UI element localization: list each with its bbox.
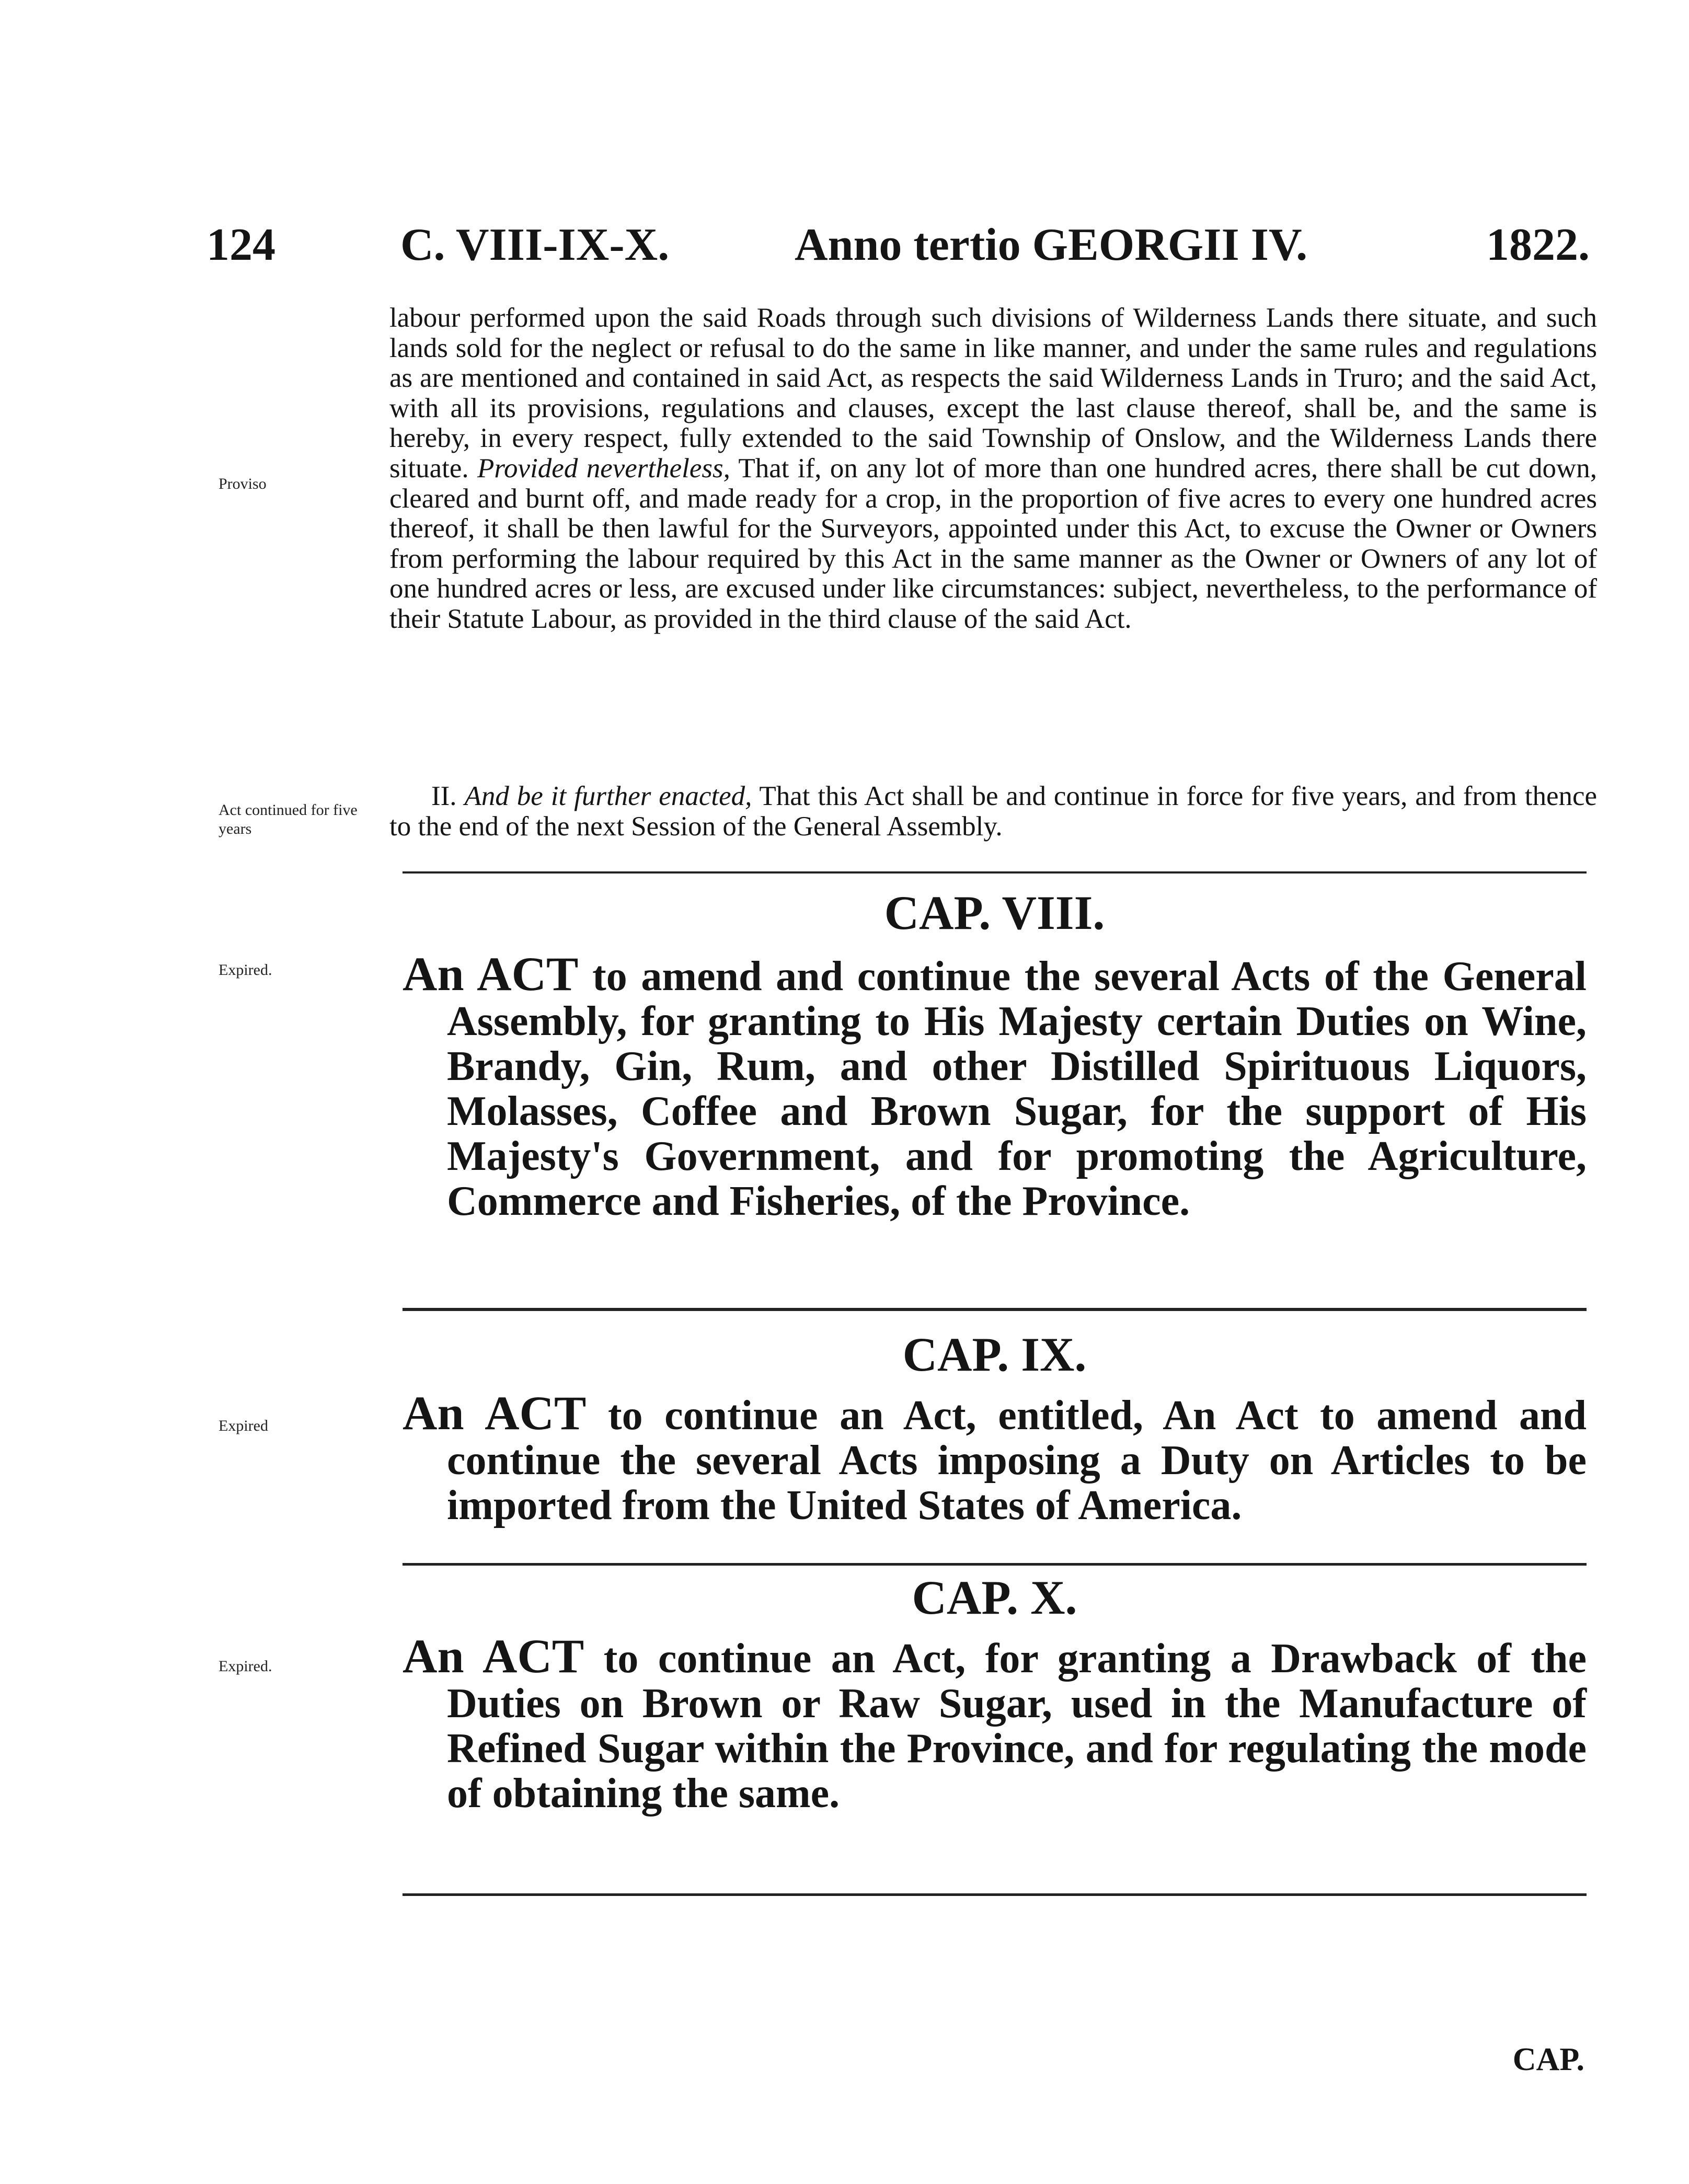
continued-act-text <box>389 303 1597 635</box>
cap8-act-title <box>403 947 1587 1224</box>
intro-paragraph: labour performed upon the said Roads through such divisions of Wilderness Lands there situate, and such lands sold for the neglect or refusal to do the same in like manner, and under the same rules and regulations as are mentioned and contained in said Act, as respects the said Wilderness Lands in Truro; and the said Act, with all its provisions, regulations and clauses, except the last clause thereof, shall be, and the same is hereby, in every respect, fully extended to the said Township of Onslow, and the Wilderness Lands there situate. <box>389 303 1597 484</box>
cap8-heading: CAP. VIII. <box>884 886 1105 939</box>
cap9-act-title <box>403 1386 1587 1528</box>
catchword: CAP. <box>1512 2042 1584 2077</box>
cap10-title-text: to continue an Act, for granting a Drawback of the Duties on Brown or Raw Sugar, used in the Manufacture of Refined Sugar within the Province, and for regulating the mode of obtaining the same. <box>447 1636 1587 1817</box>
section-number: II. <box>431 781 457 811</box>
chapter-range: C. VIII-IX-X. <box>400 220 670 270</box>
proviso-text: That if, on any lot of more than one hundred acres, there shall be cut down, cleared and burnt off, and made ready for a crop, in the proportion of five acres to every one hundred acres thereof, it shall be then lawful for the Surveyors, appointed under this Act, to excuse the Owner or Owners from performing the labour required by this Act in the same manner as the Owner or Owners of any lot of one hundred acres or less, are excused under like circumstances: subject, nevertheless, to the performance of their Statute Labour, as provided in the third clause of the said Act. <box>389 453 1597 634</box>
cap9-heading: CAP. IX. <box>902 1328 1087 1381</box>
section-lead: And be it further enacted, <box>464 781 752 811</box>
margin-note-proviso: Proviso <box>219 475 267 492</box>
cap8-lead: An ACT <box>403 947 579 1001</box>
cap9-title-text: to continue an Act, entitled, An Act to amend and continue the several Acts imposing a Duty on Articles to be imported from the United States of America. <box>447 1393 1587 1528</box>
cap10-lead: An ACT <box>403 1629 584 1683</box>
cap10-act-title <box>403 1629 1587 1817</box>
page-year: 1822. <box>1486 220 1590 270</box>
proviso-lead: Provided nevertheless, <box>477 453 730 484</box>
section-text: That this Act shall be and continue in force for five years, and from thence to the end of the next Session of the General Assembly. <box>389 781 1598 842</box>
margin-note-expired-cap9: Expired <box>219 1417 268 1434</box>
divider-rule <box>403 1563 1587 1566</box>
section-two <box>389 781 1597 842</box>
cap9-lead: An ACT <box>403 1386 587 1440</box>
divider-rule <box>403 871 1587 873</box>
cap8-title-text: to amend and continue the several Acts of the General Assembly, for granting to His Majesty certain Duties on Wine, Brandy, Gin, Rum, and other Distilled Spirituous Liquors, Molasses, Coffee and Brown Sugar, for the support of His Majesty's Government, and for promoting the Agriculture, Commerce and Fisheries, of the Province. <box>447 953 1587 1224</box>
page-number: 124 <box>206 220 275 270</box>
cap10-heading: CAP. X. <box>912 1571 1077 1624</box>
margin-note-expired-cap10: Expired. <box>219 1658 272 1675</box>
margin-note-continued: Act continued for five years <box>219 801 358 837</box>
running-title: Anno tertio GEORGII IV. <box>795 220 1308 270</box>
divider-rule <box>403 1893 1587 1896</box>
margin-note-expired-cap8: Expired. <box>219 961 272 979</box>
divider-rule <box>403 1308 1587 1311</box>
